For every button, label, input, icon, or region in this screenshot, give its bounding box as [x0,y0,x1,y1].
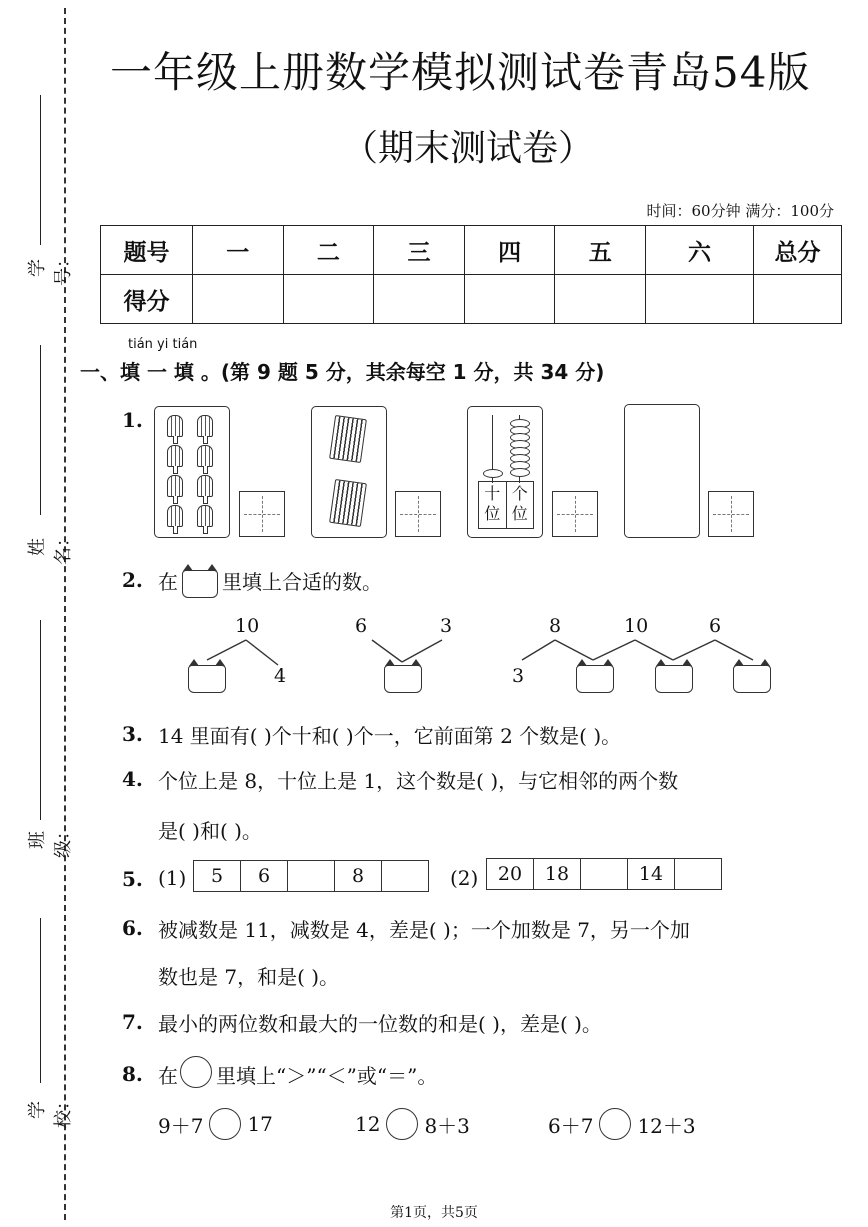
question-number: 3. [122,722,143,746]
abacus-base [478,481,534,529]
tree-top-number: 8 [549,615,562,637]
score-cell[interactable] [193,275,284,324]
question-number: 1. [122,408,143,432]
exam-meta: 时间：60分钟 满分：100分 [646,202,834,220]
cat-box-blank[interactable] [384,665,422,693]
cat-box-blank[interactable] [655,665,693,693]
sequence-cell: 8 [335,861,382,891]
tree-part-number: 4 [274,665,287,687]
sub-question-label: (1) [158,866,187,890]
answer-grid-box[interactable] [708,491,754,537]
sequence-blank-cell[interactable] [288,861,335,891]
circle-icon [180,1056,212,1088]
section-pinyin: tián yi tián [128,337,198,352]
name-line [40,345,41,515]
compare-left: 12 [355,1112,381,1136]
tree-top-number: 10 [235,615,260,637]
score-header-cell: 三 [374,226,465,275]
answer-grid-box[interactable] [239,491,285,537]
sequence-cell: 20 [487,859,534,889]
sequence-cell: 5 [194,861,241,891]
sequence-cell: 18 [534,859,581,889]
score-header-cell: 五 [555,226,646,275]
question-text: 被减数是 11，减数是 4，差是( )；一个加数是 7，另一个加 [158,918,690,942]
name-label: 姓名： [27,529,74,565]
popsicle-icon [197,445,213,467]
popsicle-icon [197,505,213,527]
compare-circle-blank[interactable] [386,1108,418,1140]
abacus-tens-label: 十 位 [479,482,507,528]
score-header-cell: 四 [464,226,555,275]
tree-top-number: 10 [624,615,649,637]
tree-top-number: 6 [709,615,722,637]
question-text: 14 里面有( )个十和( )个一，它前面第 2 个数是( )。 [158,724,622,748]
score-cell[interactable] [374,275,465,324]
question-number: 2. [122,568,143,592]
score-header-cell: 题号 [101,226,193,275]
student-id-line [40,95,41,245]
binding-dashed-line [64,8,66,1220]
compare-right: 8＋3 [424,1113,470,1138]
cat-box-blank[interactable] [576,665,614,693]
answer-grid-box[interactable] [552,491,598,537]
question-number: 4. [122,767,143,791]
question-text-continued: 是( )和( )。 [158,819,262,843]
tree-part-number: 3 [440,615,453,637]
sequence-cell: 6 [241,861,288,891]
abacus-bead-icon [483,469,503,478]
question-text: 里填上“＞”“＜”或“＝”。 [216,1064,438,1088]
score-cell[interactable] [464,275,555,324]
score-cell[interactable] [646,275,754,324]
tree-part-number: 3 [512,665,525,687]
question-text-prefix: 在 [158,570,178,594]
number-sequence-2 [486,858,722,890]
number-sequence-1 [193,860,429,892]
popsicle-icon [167,415,183,437]
compare-item [548,1108,696,1140]
score-header-cell: 一 [193,226,284,275]
question-number: 8. [122,1062,143,1086]
popsicle-card [154,406,230,538]
abacus-bead-icon [510,468,530,477]
tree-part-number: 6 [355,615,368,637]
compare-circle-blank[interactable] [209,1108,241,1140]
score-header-cell: 总分 [754,226,842,275]
score-table-score-row [101,275,842,324]
question-number: 6. [122,916,143,940]
popsicle-icon [197,415,213,437]
question-text: 里填上合适的数。 [222,570,382,594]
cat-box-blank[interactable] [733,665,771,693]
question-number: 5. [122,867,143,891]
question-text-continued: 数也是 7，和是( )。 [158,965,340,989]
school-line [40,918,41,1083]
compare-left: 9＋7 [158,1113,204,1138]
cat-box-icon [182,570,218,598]
score-cell[interactable] [555,275,646,324]
abacus-ones-label: 个 位 [511,484,528,523]
section-title: 一、填 一 填 。(第 9 题 5 分，其余每空 1 分，共 34 分) [80,360,605,384]
score-cell[interactable] [754,275,842,324]
page-title: 一年级上册数学模拟测试卷青岛54版 [110,48,811,97]
popsicle-icon [167,505,183,527]
question-text: 最小的两位数和最大的一位数的和是( )，差是( )。 [158,1012,602,1036]
compare-left: 6＋7 [548,1113,594,1138]
blank-drawing-card[interactable] [624,404,700,538]
student-id-label: 学号： [27,250,74,286]
compare-right: 12＋3 [637,1113,696,1138]
question-text: 个位上是 8，十位上是 1，这个数是( )，与它相邻的两个数 [158,769,679,793]
stick-bundle-icon [329,415,367,463]
class-label: 班级： [27,822,74,858]
sequence-blank-cell[interactable] [382,861,428,891]
sub-question-label: (2) [450,866,479,890]
score-table-header-row [101,226,842,275]
compare-circle-blank[interactable] [599,1108,631,1140]
stick-bundle-card [311,406,387,538]
page-subtitle: （期末测试卷） [342,128,595,169]
score-cell[interactable] [283,275,374,324]
sequence-cell: 14 [628,859,675,889]
compare-item [158,1108,273,1140]
score-table [100,225,842,324]
score-header-cell: 六 [646,226,754,275]
school-label: 学校： [27,1092,74,1128]
compare-right: 17 [247,1112,273,1136]
stick-bundle-icon [329,479,367,527]
page-footer: 第1页，共5页 [390,1205,478,1221]
question-text-prefix: 在 [158,1064,178,1088]
cat-box-blank[interactable] [188,665,226,693]
sequence-blank-cell[interactable] [581,859,628,889]
question-number: 7. [122,1010,143,1034]
score-row-label: 得分 [101,275,193,324]
compare-item [355,1108,470,1140]
class-line [40,620,41,820]
abacus-card [467,406,543,538]
popsicle-icon [167,475,183,497]
answer-grid-box[interactable] [395,491,441,537]
score-header-cell: 二 [283,226,374,275]
popsicle-icon [197,475,213,497]
popsicle-icon [167,445,183,467]
sequence-blank-cell[interactable] [675,859,721,889]
